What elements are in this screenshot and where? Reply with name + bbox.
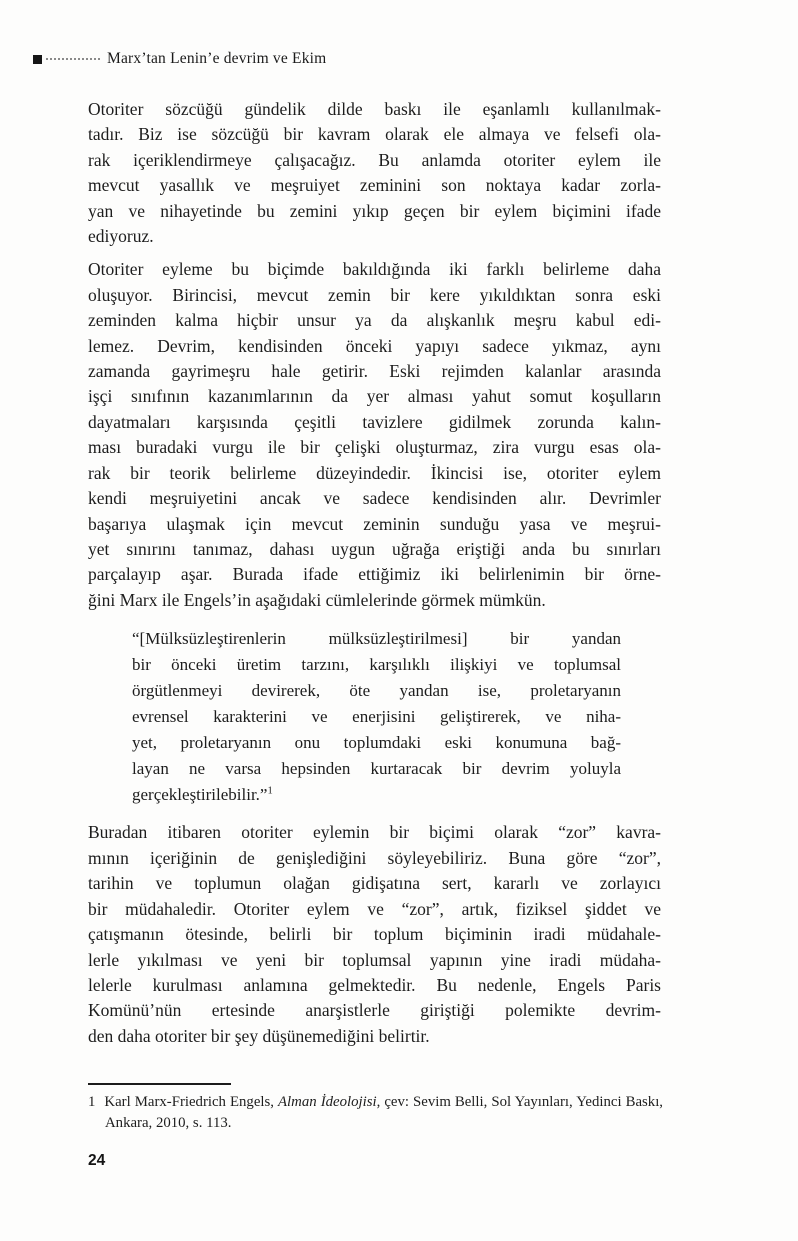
footnote-separator-rule	[88, 1083, 231, 1085]
footnote-text	[104, 1094, 663, 1131]
footnote	[88, 1092, 663, 1133]
footnote-text-segment: , çev: Sevim Belli, Sol Yayınları, Yedinci Baskı, Ankara, 2010, s. 113.	[105, 1094, 664, 1131]
text-line: Otoriter sözcüğü gündelik dilde baskı ile eşanlamlı kullanılmak-	[88, 99, 661, 119]
text-line: den daha otoriter bir şey düşünemediğini belirtir.	[88, 1025, 430, 1046]
text-line: lerle yıkılması ve yeni bir toplumsal yapının yine iradi müdaha-	[88, 949, 661, 970]
dotted-leader	[46, 58, 100, 60]
text-line: parçalayıp aşar. Burada ifade ettiğimiz iki belirlenimin bir örne-	[88, 564, 661, 585]
text-line: Otoriter eyleme bu biçimde bakıldığında iki farklı belirleme daha	[88, 259, 661, 280]
text-line: layan ne varsa hepsinden kurtaracak bir devrim yoluyla	[132, 758, 621, 778]
paragraph-3	[88, 820, 661, 1049]
paragraph-1	[88, 97, 661, 249]
footnote-number: 1	[88, 1094, 96, 1110]
text-line: gerçekleştirilebilir.”$^1$	[132, 784, 273, 804]
text-line: başarıya ulaşmak için mevcut zeminin sunduğu yasa ve meşrui-	[88, 513, 661, 534]
text-line: rak içeriklendirmeye çalışacağız. Bu anlamda otoriter eylem ile	[88, 149, 661, 170]
text-line: rak bir teorik belirleme düzeyindedir. İkincisi ise, otoriter eylem	[88, 462, 661, 483]
text-line: zamanda gayrimeşru hale getirir. Eski rejimden kalanlar arasında	[88, 361, 661, 382]
text-line: bir müdahaledir. Otoriter eylem ve “zor”, artık, fiziksel şiddet ve	[88, 898, 661, 919]
page-number: 24	[88, 1152, 106, 1169]
text-line: kendi meşruiyetini ancak ve sadece kendisinden alır. Devrimler	[88, 488, 661, 509]
text-line: mevcut yasallık ve meşruiyet zeminini son noktaya kadar zorla-	[88, 175, 661, 196]
text-line: dayatmaları karşısında çeşitli tavizlere gidilmek zorunda kalın-	[88, 411, 661, 432]
running-head-title: Marx’tan Lenin’e devrim ve Ekim	[107, 50, 327, 67]
text-line: Komünü’nün ertesinde anarşistlerle giriştiği polemikte devrim-	[88, 1000, 661, 1021]
paragraph-2	[88, 257, 661, 613]
text-line: yet sınırını tanımaz, dahası uygun uğrağa eriştiği anda bu sınırları	[88, 538, 661, 559]
text-line: örgütlenmeyi devirerek, öte yandan ise, proletaryanın	[132, 680, 621, 700]
text-line: bir önceki üretim tarzını, karşılıklı ilişkiyi ve toplumsal	[132, 655, 621, 675]
text-line: oluşuyor. Birincisi, mevcut zemin bir kere yıkıldıktan sonra eski	[88, 284, 661, 305]
text-line: çatışmanın ötesinde, belirli bir toplum biçiminin iradi müdahale-	[88, 924, 661, 945]
text-line: lemez. Devrim, kendisinden önceki yapıyı sadece yıkmaz, aynı	[88, 335, 661, 356]
footnote-text-segment: Karl Marx-Friedrich Engels,	[104, 1094, 279, 1110]
text-line: ğini Marx ile Engels’in aşağıdaki cümlelerinde görmek mümkün.	[88, 589, 546, 610]
text-line: yan ve nihayetinde bu zemini yıkıp geçen bir eylem biçimini ifade	[88, 200, 661, 221]
text-line: Buradan itibaren otoriter eylemin bir biçimi olarak “zor” kavra-	[88, 822, 661, 843]
text-line: zeminden kalma hiçbir unsur ya da alışkanlık meşru kabul edi-	[88, 310, 661, 331]
running-header	[33, 50, 326, 68]
text-line: lelerle kurulması anlamına gelmektedir. Bu nedenle, Engels Paris	[88, 974, 661, 995]
text-line: ması buradaki vurgu ile bir çelişki oluşturmaz, zira vurgu esas ola-	[88, 437, 661, 458]
text-line: yet, proletaryanın onu toplumdaki eski konumuna bağ-	[132, 732, 621, 752]
footnote-book-title: Alman İdeolojisi	[278, 1094, 377, 1110]
text-line: işçi sınıfının kazanımlarının da yer alması yahut somut koşulların	[88, 386, 661, 407]
square-bullet-icon	[33, 55, 42, 64]
page-body	[88, 97, 661, 1049]
block-quote	[132, 626, 621, 807]
text-line: evrensel karakterini ve enerjisini geliştirerek, ve niha-	[132, 706, 621, 726]
text-line: “[Mülksüzleştirenlerin mülksüzleştirilmesi] bir yandan	[132, 629, 621, 649]
text-line: mının içeriğinin de genişlediğini söyleyebiliriz. Buna göre “zor”,	[88, 847, 661, 868]
footnote-reference-marker: 1	[267, 784, 273, 796]
text-line: tadır. Biz ise sözcüğü bir kavram olarak ele almaya ve felsefi ola-	[88, 124, 661, 145]
text-line: ediyoruz.	[88, 226, 154, 247]
text-line: tarihin ve toplumun olağan gidişatına sert, kararlı ve zorlayıcı	[88, 873, 661, 894]
